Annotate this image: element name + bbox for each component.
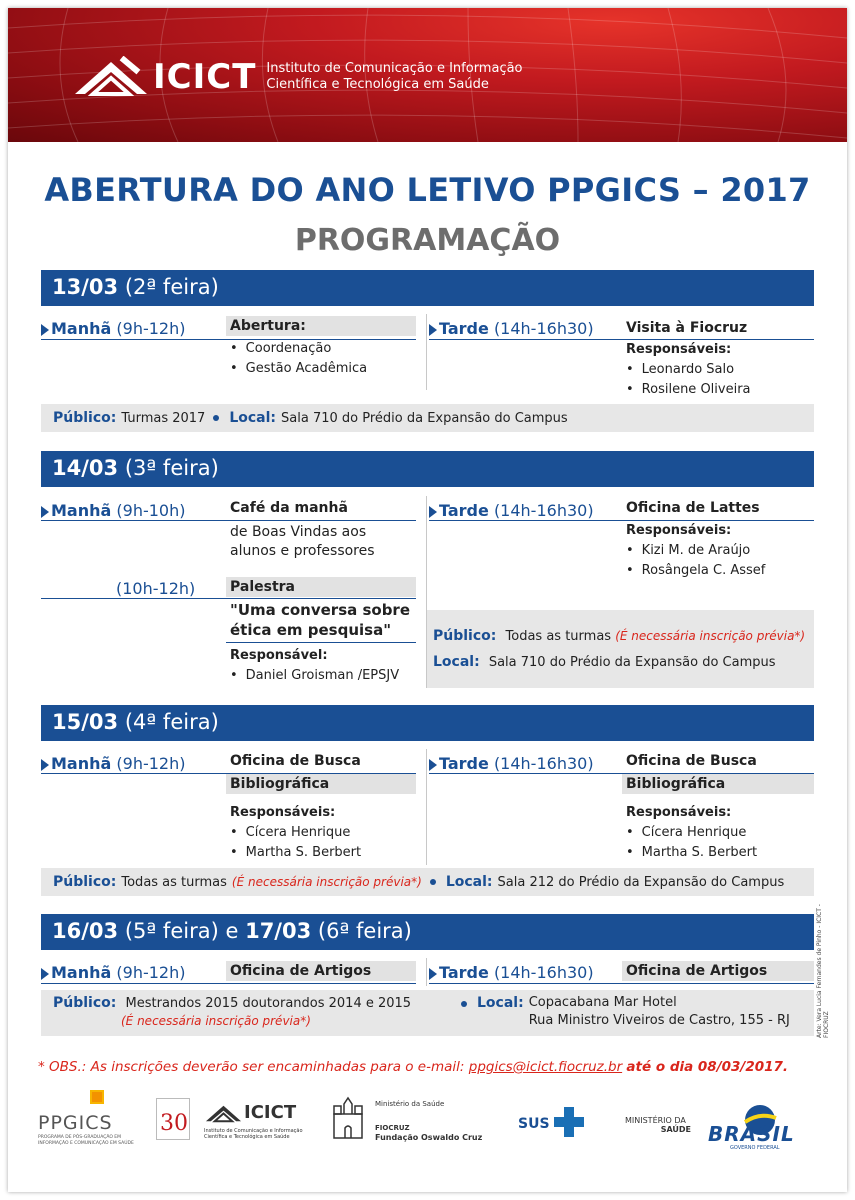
arrow-right-icon — [429, 759, 437, 771]
local-value: Sala 710 do Prédio da Expansão do Campus — [281, 410, 568, 426]
arrow-right-icon — [41, 324, 49, 336]
period-label: Tarde — [439, 319, 489, 338]
list-item: • Leonardo Salo — [626, 360, 734, 380]
ministerio-text: Ministério da Saúde — [375, 1100, 445, 1108]
list-item: • Gestão Acadêmica — [230, 359, 367, 379]
page-title: ABERTURA DO ANO LETIVO PPGICS – 2017 — [44, 171, 811, 209]
period-hours: (9h-12h) — [116, 319, 186, 338]
governo-text: GOVERNO FEDERAL — [730, 1145, 780, 1151]
divider — [41, 339, 416, 340]
day-bar-3 — [41, 705, 814, 741]
divider — [41, 520, 416, 521]
list-item: • Cícera Henrique — [230, 823, 350, 843]
responsible-label: Responsáveis: — [230, 805, 336, 820]
bullet-dot-icon — [430, 879, 436, 885]
responsible-label: Responsáveis: — [626, 805, 732, 820]
morning-header-2 — [116, 579, 195, 598]
period-hours: (10h-12h) — [116, 579, 196, 598]
morning-header — [41, 754, 185, 773]
period-hours: (14h-16h30) — [493, 963, 594, 982]
activity-title: Oficina de Artigos — [622, 961, 814, 981]
list-item: • Martha S. Berbert — [626, 843, 757, 863]
period-hours: (9h-12h) — [116, 963, 186, 982]
local-value: Sala 212 do Prédio da Expansão do Campus — [497, 874, 785, 890]
ppgics-name: PPGICS — [38, 1112, 113, 1134]
sus-cross-icon — [554, 1107, 584, 1137]
afternoon-header — [429, 754, 594, 773]
institute-name — [266, 61, 522, 93]
page-subtitle: PROGRAMAÇÃO — [294, 223, 561, 258]
period-label: Manhã — [51, 501, 112, 520]
info-bar-1 — [41, 404, 814, 432]
publico-label: Público: — [53, 410, 117, 426]
publico-row — [433, 628, 805, 644]
arrow-right-icon — [41, 506, 49, 518]
list-item: • Coordenação — [230, 339, 331, 359]
period-hours: (14h-16h30) — [493, 754, 594, 773]
icict-footer-sub2: Científica e Tecnológica em Saúde — [204, 1134, 290, 1140]
local-label: Local: — [445, 874, 493, 890]
icict-triangle-icon — [204, 1102, 242, 1124]
activity-title: Bibliográfica — [226, 774, 416, 794]
local-label: Local: — [477, 995, 524, 1011]
local-value: Sala 710 do Prédio da Expansão do Campus — [488, 655, 776, 670]
local-row — [433, 654, 776, 670]
day-date: 16/03 — [52, 919, 119, 943]
fiocruz-text: FIOCRUZ — [375, 1124, 410, 1132]
publico-value: Turmas 2017 — [121, 410, 206, 426]
morning-header — [41, 963, 185, 982]
responsible-label: Responsáveis: — [626, 523, 732, 538]
arrow-right-icon — [41, 968, 49, 980]
afternoon-header — [429, 963, 594, 982]
period-label: Manhã — [51, 754, 112, 773]
divider — [429, 339, 814, 340]
brasil-text: BRASIL — [708, 1122, 795, 1146]
day-date-2: 17/03 — [245, 919, 312, 943]
column-divider — [426, 749, 427, 865]
institute-line1: Instituto de Comunicação e Informação — [266, 61, 523, 76]
activity-title: Oficina de Busca — [626, 753, 757, 769]
local-col — [529, 995, 790, 1028]
divider — [41, 598, 416, 599]
arrow-right-icon — [429, 506, 437, 518]
icict-logo — [71, 56, 523, 98]
registration-note: (É necessária inscrição prévia*) — [231, 875, 422, 889]
list-item: • Cícera Henrique — [626, 823, 746, 843]
publico-value: Todas as turmas — [505, 629, 612, 644]
obs-email-link[interactable]: ppgics@icict.fiocruz.br — [468, 1059, 623, 1075]
activity-title: Visita à Fiocruz — [626, 320, 748, 336]
bullet-dot-icon — [213, 415, 219, 421]
art-credit: Arte: Vera Lucia Fernandes de Pinho - ICICT - FIOCRUZ — [816, 904, 830, 1038]
column-divider — [426, 958, 427, 986]
day-bar-4 — [41, 914, 814, 950]
thirty-text: 30 — [160, 1111, 188, 1136]
sus-text: SUS — [518, 1116, 550, 1132]
day-date: 14/03 — [52, 456, 119, 480]
ministerio-line2: SAÚDE — [660, 1125, 691, 1134]
day-bar-1 — [41, 270, 814, 306]
responsible-label: Responsável: — [230, 648, 328, 663]
morning-header — [41, 319, 185, 338]
bullet-dot-icon — [461, 1001, 467, 1007]
local-value: Copacabana Mar Hotel — [528, 995, 677, 1010]
obs-prefix: * OBS.: As inscrições deverão ser encaminhadas para o e-mail: — [38, 1059, 465, 1075]
icict-footer-sub1: Instituto de Comunicação e Informação — [204, 1128, 303, 1134]
period-hours: (9h-10h) — [116, 501, 186, 520]
day-weekday-2: (6ª feira) — [317, 919, 412, 943]
sus-logo — [518, 1103, 588, 1143]
publico-value: Todas as turmas — [121, 874, 227, 890]
day-weekday: (4ª feira) — [124, 710, 219, 734]
fiocruz-castle-icon — [331, 1096, 365, 1140]
publico-label: Público: — [53, 995, 117, 1011]
ministerio-line1: MINISTÉRIO DA — [625, 1116, 686, 1125]
afternoon-header — [429, 501, 594, 520]
publico-label: Público: — [53, 874, 117, 890]
local-label: Local: — [433, 654, 480, 670]
divider — [429, 983, 814, 984]
activity-title: Oficina de Artigos — [226, 961, 416, 981]
observation-note — [38, 1059, 828, 1075]
fiocruz-full-text: Fundação Oswaldo Cruz — [375, 1133, 483, 1142]
day-bar-2 — [41, 451, 814, 487]
ppgics-sub2: INFORMAÇÃO E COMUNICAÇÃO EM SAÚDE — [38, 1141, 134, 1146]
ministerio-saude-logo — [625, 1116, 700, 1134]
ppgics-mark-icon — [90, 1090, 104, 1104]
day-date: 13/03 — [52, 275, 119, 299]
period-label: Tarde — [439, 963, 489, 982]
period-label: Manhã — [51, 319, 112, 338]
period-hours: (14h-16h30) — [493, 501, 594, 520]
arrow-right-icon — [429, 968, 437, 980]
day-weekday: (2ª feira) — [124, 275, 219, 299]
activity-title: Oficina de Lattes — [626, 500, 760, 516]
brasil-governo-logo — [708, 1100, 818, 1150]
activity-desc: alunos e professores — [230, 543, 375, 559]
registration-note: (É necessária inscrição prévia*) — [121, 1014, 311, 1028]
icict-triangle-icon — [71, 56, 149, 98]
list-item: • Kizi M. de Araújo — [626, 541, 750, 561]
institute-line2: Científica e Tecnológica em Saúde — [266, 77, 489, 92]
activity-title: Palestra — [226, 577, 416, 597]
arrow-right-icon — [429, 324, 437, 336]
info-bar-3 — [41, 868, 814, 896]
activity-desc: de Boas Vindas aos — [230, 524, 367, 540]
period-hours: (9h-12h) — [116, 754, 186, 773]
activity-title: Bibliográfica — [622, 774, 814, 794]
activity-title: Oficina de Busca — [230, 753, 361, 769]
list-item: • Rosângela C. Assef — [626, 561, 765, 581]
poster — [8, 8, 847, 1192]
period-hours: (14h-16h30) — [493, 319, 594, 338]
period-label: Tarde — [439, 754, 489, 773]
publico-col — [53, 995, 453, 1028]
day-weekday: (3ª feira) — [124, 456, 219, 480]
divider — [41, 983, 416, 984]
header-banner — [8, 8, 847, 142]
logo-name: ICICT — [153, 57, 257, 97]
day-joiner: e — [225, 919, 239, 943]
arrow-right-icon — [41, 759, 49, 771]
lecture-title: "Uma conversa sobre — [230, 601, 411, 619]
afternoon-header — [429, 319, 594, 338]
publico-label: Público: — [433, 628, 497, 644]
info-box-2 — [427, 610, 814, 688]
responsible-label: Responsáveis: — [626, 342, 732, 357]
ppgics-sub1: PROGRAMA DE PÓS-GRADUAÇÃO EM — [38, 1135, 122, 1140]
divider — [226, 642, 416, 643]
local-value-2: Rua Ministro Viveiros de Castro, 155 - RJ — [528, 1013, 790, 1028]
list-item: • Rosilene Oliveira — [626, 380, 751, 400]
day-weekday: (5ª feira) — [124, 919, 219, 943]
day-date: 15/03 — [52, 710, 119, 734]
thirty-years-logo — [156, 1098, 190, 1140]
activity-title: Café da manhã — [230, 500, 348, 516]
period-label: Manhã — [51, 963, 112, 982]
fiocruz-logo — [331, 1096, 491, 1146]
lecture-title: ética em pesquisa" — [230, 621, 392, 639]
icict-footer-name: ICICT — [244, 1102, 297, 1123]
divider — [429, 520, 814, 521]
list-item: • Martha S. Berbert — [230, 843, 361, 863]
registration-note: (É necessária inscrição prévia*) — [615, 629, 806, 643]
morning-header — [41, 501, 185, 520]
publico-value: Mestrandos 2015 doutorandos 2014 e 2015 — [125, 996, 412, 1011]
local-label: Local: — [229, 410, 277, 426]
list-item: • Daniel Groisman /EPSJV — [230, 666, 399, 686]
info-bar-4 — [41, 990, 814, 1036]
column-divider — [426, 314, 427, 390]
period-label: Tarde — [439, 501, 489, 520]
obs-suffix: até o dia 08/03/2017. — [626, 1059, 789, 1075]
activity-title: Abertura: — [226, 316, 416, 336]
